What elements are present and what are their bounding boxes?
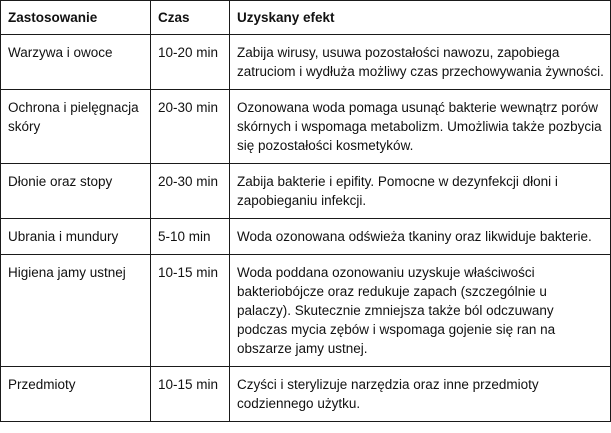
header-effect: Uzyskany efekt: [230, 1, 611, 35]
cell-usage: Dłonie oraz stopy: [1, 164, 151, 219]
header-time: Czas: [151, 1, 230, 35]
table-row: [1, 367, 611, 422]
header-usage: Zastosowanie: [1, 1, 151, 35]
cell-effect: Ozonowana woda pomaga usunąć bakterie wewnątrz porów skórnych i wspomaga metabolizm. Umożliwia także pozbycia się pozostałości kosmetyków.: [230, 90, 611, 164]
cell-effect: Woda ozonowana odświeża tkaniny oraz likwiduje bakterie.: [230, 219, 611, 255]
table-row: [1, 90, 611, 164]
table-row: [1, 255, 611, 367]
table-header-row: [1, 1, 611, 35]
cell-time: 10-15 min: [151, 367, 230, 422]
table-row: [1, 35, 611, 90]
cell-time: 5-10 min: [151, 219, 230, 255]
cell-time: 10-15 min: [151, 255, 230, 367]
table-row: [1, 164, 611, 219]
cell-usage: Ubrania i mundury: [1, 219, 151, 255]
table-row: [1, 219, 611, 255]
cell-effect: Czyści i sterylizuje narzędzia oraz inne przedmioty codziennego użytku.: [230, 367, 611, 422]
cell-usage: Higiena jamy ustnej: [1, 255, 151, 367]
cell-usage: Ochrona i pielęgnacja skóry: [1, 90, 151, 164]
cell-usage: Przedmioty: [1, 367, 151, 422]
cell-time: 20-30 min: [151, 164, 230, 219]
cell-effect: Woda poddana ozonowaniu uzyskuje właściwości bakteriobójcze oraz redukuje zapach (szczególnie u palaczy). Skutecznie zmniejsza także ból odczuwany podczas mycia zębów i wspomaga gojenie się ran na obszarze jamy ustnej.: [230, 255, 611, 367]
cell-time: 20-30 min: [151, 90, 230, 164]
cell-time: 10-20 min: [151, 35, 230, 90]
cell-effect: Zabija bakterie i epifity. Pomocne w dezynfekcji dłoni i zapobieganiu infekcji.: [230, 164, 611, 219]
cell-effect: Zabija wirusy, usuwa pozostałości nawozu, zapobiega zatruciom i wydłuża możliwy czas przechowywania żywności.: [230, 35, 611, 90]
cell-usage: Warzywa i owoce: [1, 35, 151, 90]
